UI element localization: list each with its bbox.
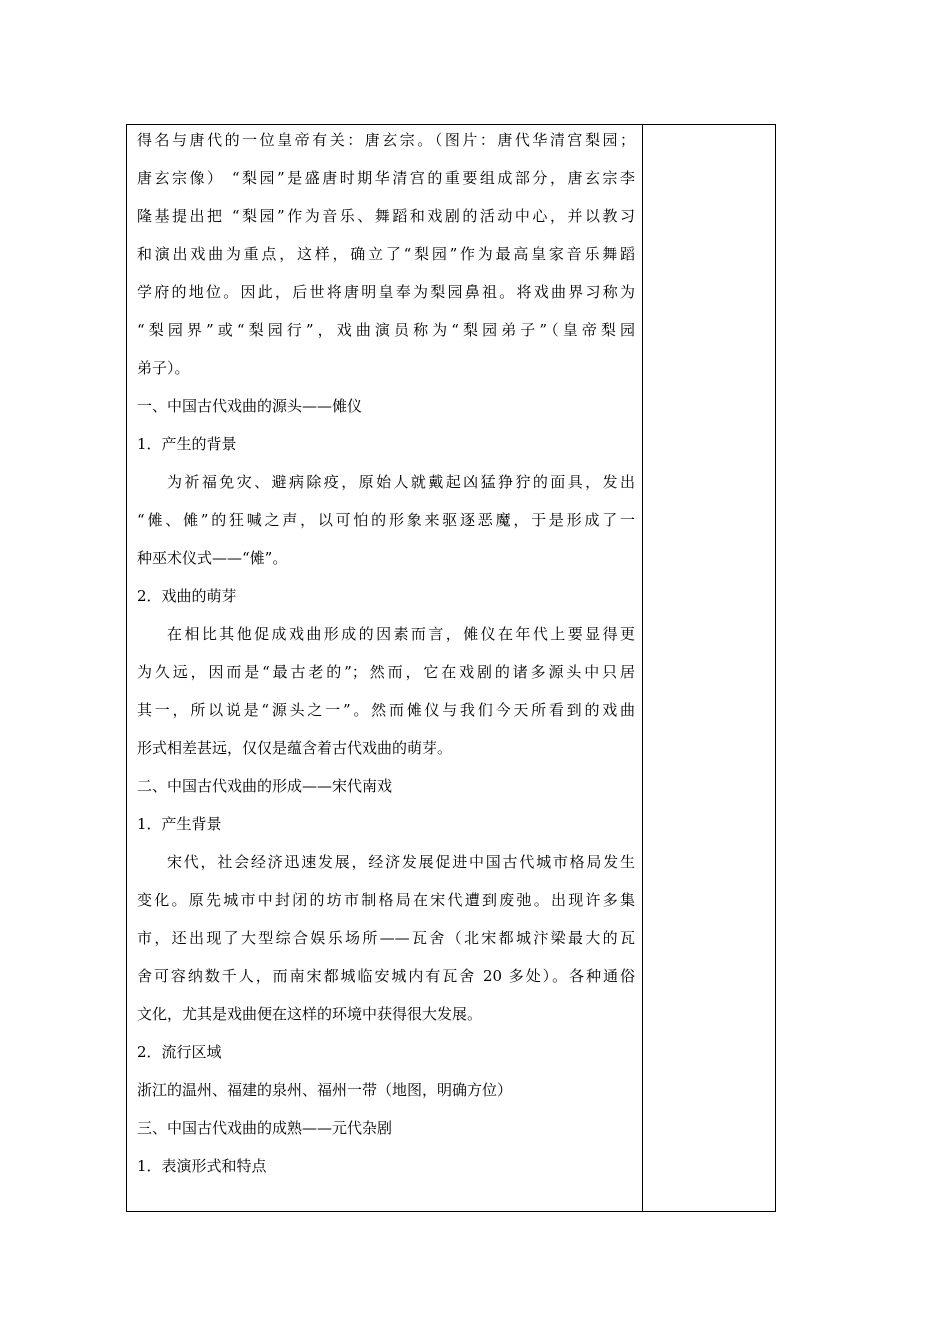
paragraph-line: 为久远，因而是“最古老的”；然而，它在戏剧的诸多源头中只居 [137,663,635,681]
paragraph-line: 为祈福免灾、避病除疫，原始人就戴起凶猛狰狞的面具，发出 [167,473,635,491]
lesson-table [126,124,776,1212]
paragraph-line: 舍可容纳数千人，而南宋都城临安城内有瓦舍 20 多处）。各种通俗 [137,967,635,985]
paragraph-line: 唐玄宗像） “梨园”是盛唐时期华清宫的重要组成部分，唐玄宗李 [137,169,635,187]
paragraph-line: 文化，尤其是戏曲便在这样的环境中获得很大发展。 [137,1005,483,1023]
paragraph-line: “梨园界”或“梨园行”，戏曲演员称为“梨园弟子”（皇帝梨园 [137,321,635,339]
subsection-heading: 1．表演形式和特点 [137,1157,267,1175]
paragraph-line: 和演出戏曲为重点，这样，确立了“梨园”作为最高皇家音乐舞蹈 [137,245,635,263]
section-heading: 一、中国古代戏曲的源头——傩仪 [137,397,363,415]
subsection-heading: 1．产生的背景 [137,435,237,453]
section-heading: 二、中国古代戏曲的形成——宋代南戏 [137,777,393,795]
subsection-heading: 2．戏曲的萌芽 [137,587,237,605]
paragraph-line: 形式相差甚远，仅仅是蕴含着古代戏曲的萌芽。 [137,739,453,757]
paragraph-line: 种巫术仪式——“傩”。 [137,549,288,567]
paragraph-line: 变化。原先城市中封闭的坊市制格局在宋代遭到废弛。出现许多集 [137,891,635,909]
paragraph-line: 学府的地位。因此，后世将唐明皇奉为梨园鼻祖。将戏曲界习称为 [137,283,635,301]
paragraph-line: 其一，所以说是“源头之一”。然而傩仪与我们今天所看到的戏曲 [137,701,635,719]
subsection-heading: 1．产生背景 [137,815,222,833]
paragraph-line: 宋代，社会经济迅速发展，经济发展促进中国古代城市格局发生 [167,853,635,871]
paragraph-line: 在相比其他促成戏曲形成的因素而言，傩仪在年代上要显得更 [167,625,635,643]
section-heading: 三、中国古代戏曲的成熟——元代杂剧 [137,1119,393,1137]
paragraph-line: 得名与唐代的一位皇帝有关：唐玄宗。（图片：唐代华清宫梨园； [137,131,635,149]
paragraph-line: “傩、傩”的狂喊之声，以可怕的形象来驱逐恶魔，于是形成了一 [137,511,635,529]
paragraph-line: 浙江的温州、福建的泉州、福州一带（地图，明确方位） [137,1081,513,1099]
paragraph-line: 隆基提出把 “梨园”作为音乐、舞蹈和戏剧的活动中心，并以教习 [137,207,635,225]
paragraph-line: 弟子）。 [137,359,190,377]
notes-cell [643,125,775,1211]
paragraph-line: 市，还出现了大型综合娱乐场所——瓦舍（北宋都城汴梁最大的瓦 [137,929,635,947]
subsection-heading: 2．流行区域 [137,1043,222,1061]
